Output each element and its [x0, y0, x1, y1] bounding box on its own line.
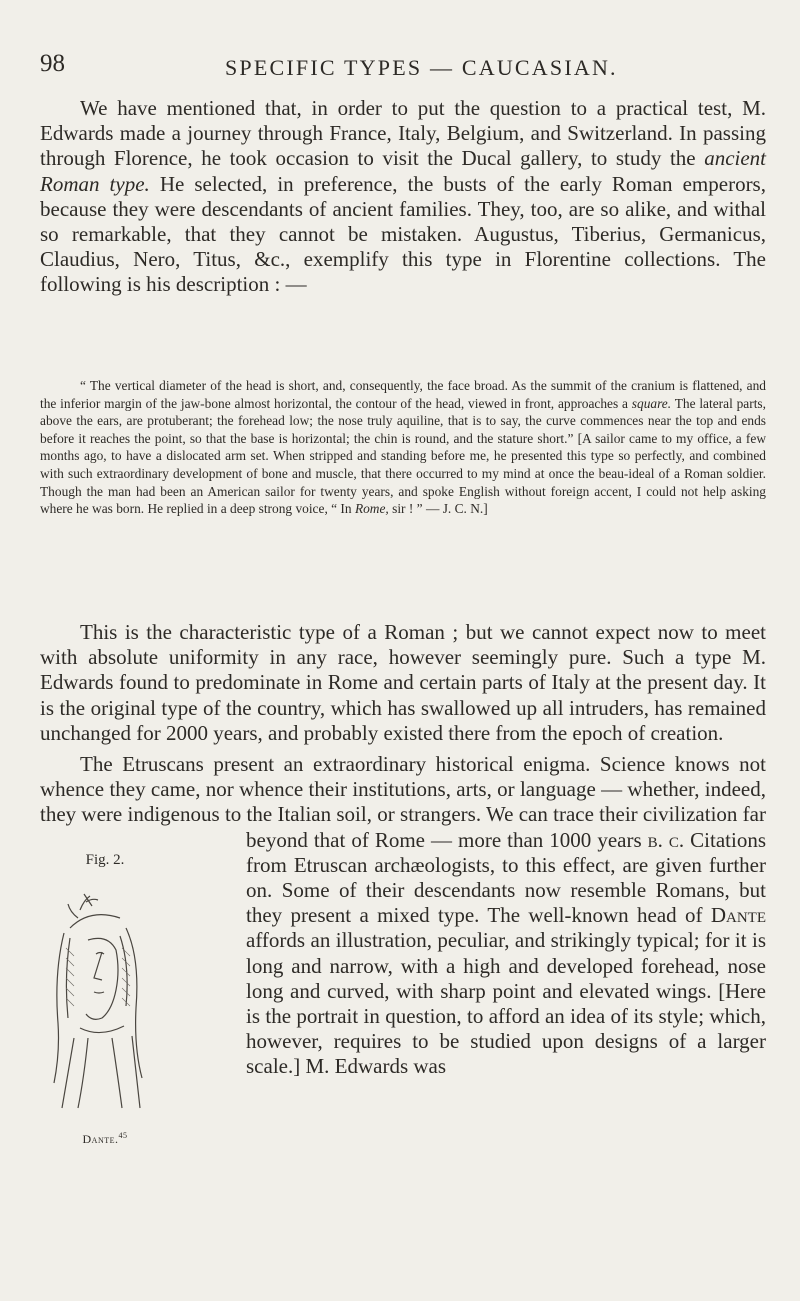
- paragraph-edwards-journey: [40, 96, 766, 298]
- quote-text: The lateral parts, above the ears, are protuberant; the forehead low; the nose truly aquiline, that is to say, the curve commences near the top and ends before it reaches the point, so that the base is horizontal; the chin is round, and the stature short.” [A sailor came to my office, a few months ago, to have a dislocated arm set. When stripped and standing before me, he presented this type so perfectly, and combined with such extraordinary development of bone and muscle, that there occurred to my mind at once the beau-ideal of a Roman soldier. Though the man had been an American sailor for twenty years, and spoke English without foreign accent, I could not help asking where he was born. He replied in a deep strong voice, “ In: [40, 395, 766, 517]
- figure-label: Fig. 2.: [85, 851, 125, 868]
- paragraph-text: Citations from Etruscan archæologists, to this effect, are given further on. Some of their descendants now resemble Romans, but they present a mixed type. The well-known head of: [246, 827, 766, 928]
- paragraph-text: The Etruscans present an extraordinary historical enigma. Science knows not whence they came, nor whence their institutions, arts, or language — whether, indeed, they were indigenous to the Italian soil, or strangers. We can trace their civilization far beyond that of Rome — more than 1000 years: [40, 752, 766, 852]
- quote-text: sir ! ” — J. C. N.]: [388, 501, 488, 517]
- dante-portrait-illustration: [40, 888, 150, 1118]
- small-caps-name: Dante: [710, 903, 766, 928]
- paragraph-text: affords an illustration, peculiar, and strikingly typical; for it is long and narrow, with a high and developed forehead, nose long and curved, with sharp point and elevated wings. [Here is the portrait in question, to afford an idea of its style; which, however, requires to be studied upon designs of a larger scale.] M. Edwards was: [246, 928, 766, 1079]
- paragraph-etruscans: [40, 752, 766, 1274]
- small-caps-text: b. c.: [647, 827, 685, 852]
- paragraph-roman-type: This is the characteristic type of a Roman ; but we cannot expect now to meet with absolute uniformity in any race, however seemingly pure. Such a type M. Edwards found to predominate in Rome and certain parts of Italy at the present day. It is the original type of the country, which has swallowed up all intruders, has remained unchanged for 2000 years, and probably existed there from the epoch of creation.: [40, 620, 766, 745]
- caption-text: Dante.: [82, 1131, 119, 1146]
- italic-phrase: ancient Roman type.: [40, 146, 766, 196]
- page-number: 98: [40, 50, 65, 77]
- paragraph-text: He selected, in preference, the busts of the early Roman emperors, because they were descendants of ancient families. They, too, are so alike, and withal so remarkable, that they cannot be mistaken. Augustus, Tiberius, Germanicus, Claudius, Nero, Titus, &c., exemplify this type in Florentine collections. The following is his description : —: [40, 171, 766, 297]
- paragraph-text: We have mentioned that, in order to put the question to a practical test, M. Edwards made a journey through France, Italy, Belgium, and Switzerland. In passing through Florence, he took occasion to visit the Ducal gallery, to study the: [40, 96, 766, 171]
- running-head: SPECIFIC TYPES — CAUCASIAN.: [225, 55, 618, 80]
- footnote-marker: 45: [118, 1130, 128, 1140]
- figure-caption: [0, 1123, 170, 1152]
- figure-dante: [0, 828, 230, 1274]
- block-quote: [40, 377, 766, 518]
- italic-word: Rome,: [354, 501, 389, 517]
- italic-word: square.: [631, 395, 672, 411]
- quote-text: “ The vertical diameter of the head is short, and, consequently, the face broad. As the summit of the cranium is flattened, and the inferior margin of the jaw-bone almost horizontal, the contour of the head, viewed in front, approaches a: [40, 378, 766, 411]
